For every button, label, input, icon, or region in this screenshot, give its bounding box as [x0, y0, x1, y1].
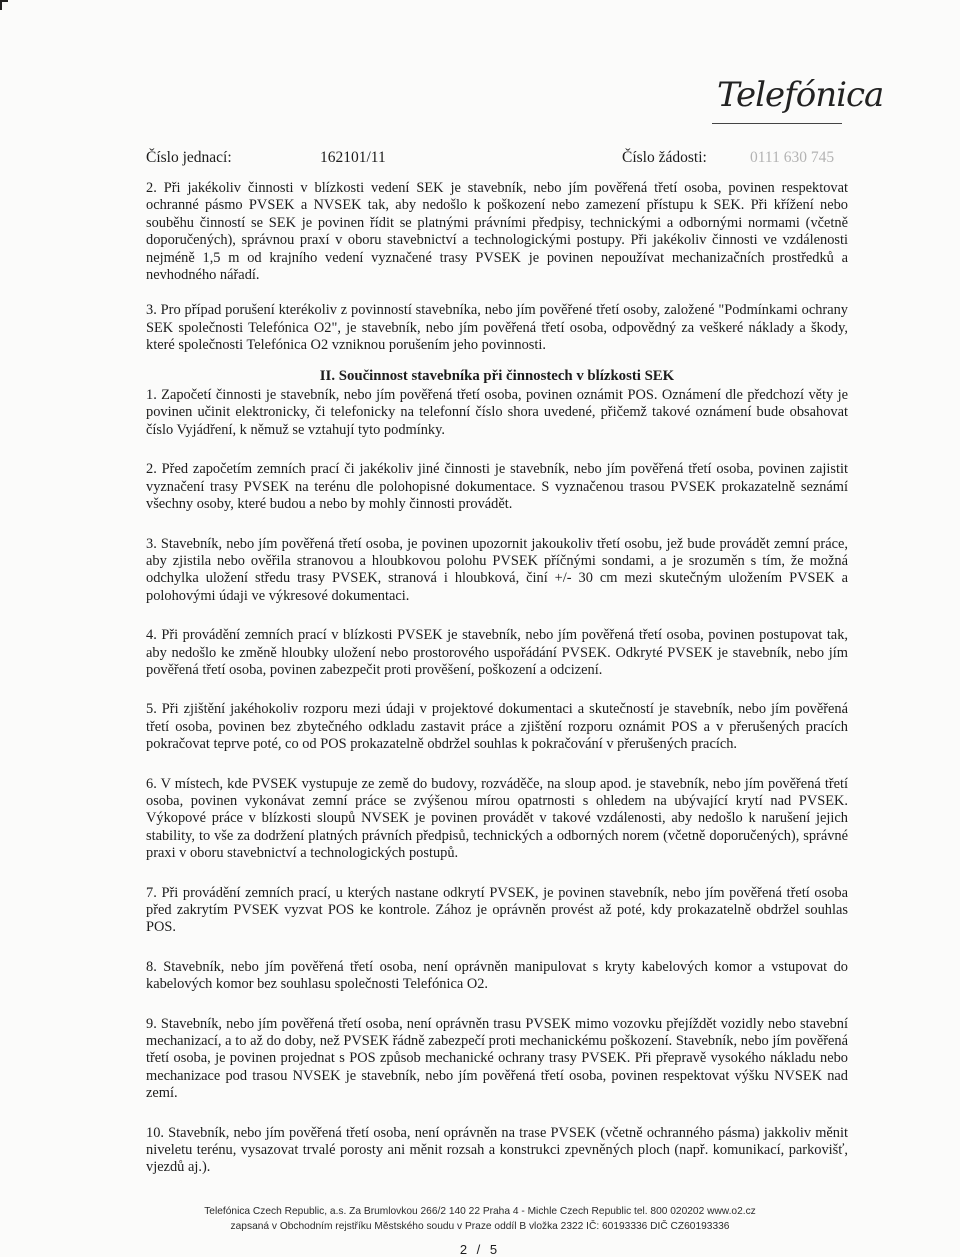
paragraph-2-5: 5. Při zjištění jakéhokoliv rozporu mezi údaji v projektové dokumentaci a skutečností je stavebník, nebo jím pověřená třetí osoba, povinen bez zbytečného odkladu zastavit práce a zjištění rozporu oznámit POS a v přerušených pracích pokračovat teprve poté, co od POS prokazatelně obdržel souhlas k pokračování v přerušených pracích. — [146, 701, 848, 753]
document-body — [146, 180, 848, 1177]
paragraph-2-9: 9. Stavebník, nebo jím pověřená třetí osoba, není oprávněn trasu PVSEK mimo vozovku přejíždět vozidly nebo stavební mechanizací, a to až do doby, než PVSEK řádně zabezpečí proti mechanickému poškození. Stavebník, nebo jím pověřená třetí osoba, je povinen projednat s POS způsob mechanické ochrany trasy PVSEK. Při přepravě vysokého nákladu nebo mechanizace pod trasou NVSEK je stavebník, nebo jím pověřená třetí osoba, povinen respektovat výšku NVSEK nad zemí. — [146, 1015, 848, 1102]
paragraph-2-4: 4. Při provádění zemních prací v blízkosti PVSEK je stavebník, nebo jím pověřená třetí osoba, povinen postupovat tak, aby nedošlo ke změně hloubky uložení nebo prostorového uspořádání PVSEK. Odkryté PVSEK je stavebník, nebo jím pověřená třetí osoba, povinen zabezpečit proti prověšení, poškození a odcizení. — [146, 627, 848, 678]
request-number-value: 0111 630 745 — [750, 149, 835, 166]
paragraph-2-3: 3. Stavebník, nebo jím pověřená třetí osoba, je povinen upozornit jakoukoliv třetí osobu, jež bude provádět zemní práce, aby zjistila nebo ověřila stranovou a hloubkovou polohu PVSEK příčnými sondami, a je srozuměn s tím, že možná odchylka uložení středu trasy PVSEK, stranová i hloubková, činí +/- 30 cm mezi skutečným uložením PVSEK a polohovými údaji ve výkresové dokumentaci. — [146, 535, 848, 604]
paragraph-2-10: 10. Stavebník, nebo jím pověřená třetí osoba, není oprávněn na trase PVSEK (včetně ochranného pásma) jakkoliv měnit niveletu terénu, vysazovat trvalé porosty ani měnit rozsah a konstrukci zpevněných ploch (např. komunikací, parkovišť, vjezdů aj.). — [146, 1124, 848, 1176]
paragraph-2-6: 6. V místech, kde PVSEK vystupuje ze země do budovy, rozváděče, na sloup apod. je stavebník, nebo jím pověřená třetí osoba, povinen vykonávat zemní práce se zvýšenou mírou opatrnosti s ohledem na ubývající krytí nad PVSEK. Výkopové práce v blízkosti sloupů NVSEK je povinen provádět v takové vzdálenosti, aby nedošlo k narušení jejich stability, to vše za dodržení platných právních předpisů, technických a odborných norem (včetně doporučených), správné praxi v oboru stavebnictví a technologických postupů. — [146, 775, 848, 862]
footer-company-line: Telefónica Czech Republic, a.s. Za Brumlovkou 266/2 140 22 Praha 4 - Michle Czech Republic tel. 800 020202 www.o2.cz — [204, 1206, 756, 1217]
paragraph-2-7: 7. Při provádění zemních prací, u kterých nastane odkrytí PVSEK, je povinen stavebník, nebo jím pověřená třetí osoba před zakrytím PVSEK vyzvat POS ke kontrole. Zához je oprávněn provést až poté, kdy prokazatelně obdržel souhlas POS. — [146, 884, 848, 936]
paragraph-2-1: 1. Započetí činnosti je stavebník, nebo jím pověřená třetí osoba, povinen oznámit POS. Oznámení dle předchozí věty je povinen učinit elektronicky, či telefonicky na telefonní číslo shora uvedené, přičemž takové oznámení bude obsahovat číslo Vyjádření, k němuž se vztahují tyto podmínky. — [146, 387, 848, 438]
telefonica-logo: Telefónica — [717, 75, 884, 115]
request-number-label: Číslo žádosti: — [622, 149, 707, 166]
document-header — [146, 149, 846, 171]
reference-number-label: Číslo jednací: — [146, 149, 232, 166]
logo-underline — [712, 123, 842, 124]
paragraph-2-2: 2. Před započetím zemních prací či jakékoliv jiné činnosti je stavebník, nebo jím pověřená třetí osoba, povinen zajistit vyznačení trasy PVSEK na terénu dle polohopisné dokumentace. S vyznačenou trasou PVSEK prokazatelně seznámí všechny osoby, které budou a nebo by mohly činnosti provádět. — [146, 461, 848, 513]
paragraph-2-8: 8. Stavebník, nebo jím pověřená třetí osoba, není oprávněn manipulovat s kryty kabelových komor a vstupovat do kabelových komor bez souhlasu společnosti Telefónica O2. — [146, 958, 848, 993]
paragraph-1-2: 2. Při jakékoliv činnosti v blízkosti vedení SEK je stavebník, nebo jím pověřená třetí osoba, povinen respektovat ochranné pásmo PVSEK a NVSEK tak, aby nedošlo k poškození nebo zamezení přístupu k SEK. Při křížení nebo souběhu činností se SEK je povinen řídit se platnými právními předpisy, technickými a odbornými normami (včetně doporučených), správnou praxí v oboru stavebnictví a technologickými postupy. Při jakékoliv činnosti ve vzdálenosti nejméně 1,5 m od krajního vedení vyznačené trasy PVSEK je povinen nepoužívat mechanizačních prostředků a nevhodného nářadí. — [146, 180, 848, 284]
reference-number-value: 162101/11 — [320, 149, 386, 166]
footer-registry-line: zapsaná v Obchodním rejstříku Městského soudu v Praze oddíl B vložka 2322 IČ: 60193336 DIČ CZ60193336 — [230, 1221, 730, 1232]
corner-crop-mark — [0, 0, 8, 10]
paragraph-1-3: 3. Pro případ porušení kterékoliv z povinností stavebníka, nebo jím pověřené třetí osoby, založené "Podmínkami ochrany SEK společnosti Telefónica O2", je stavebník, nebo jím pověřená třetí osoba, odpovědný za veškeré náklady a škody, které společnosti Telefónica O2 vzniknou porušením jeho povinnosti. — [146, 302, 848, 354]
section-heading-ii: II. Součinnost stavebníka při činnostech v blízkosti SEK — [319, 367, 675, 384]
page-number: 2 / 5 — [459, 1242, 501, 1257]
